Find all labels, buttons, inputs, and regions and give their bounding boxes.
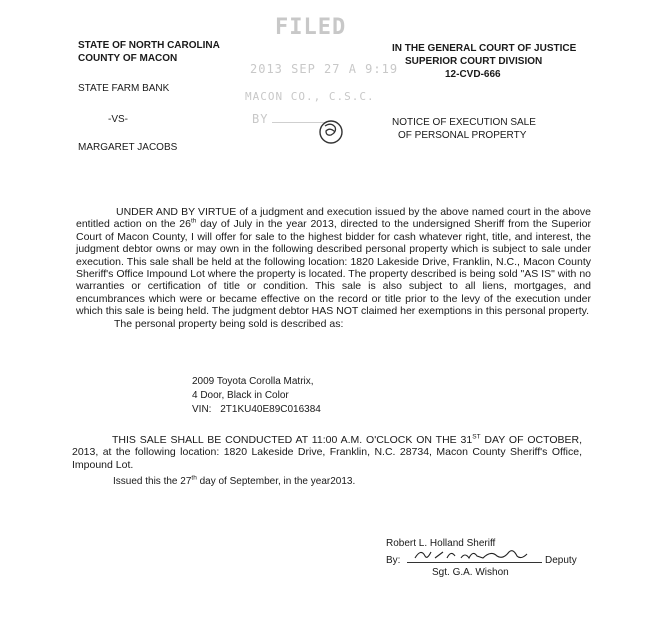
division-heading: SUPERIOR COURT DIVISION (405, 56, 543, 67)
signature-line (386, 552, 577, 566)
stamp-clerk: MACON CO., C.S.C. (245, 90, 375, 103)
issued-line (113, 476, 355, 487)
signature-scribble-icon (413, 546, 533, 564)
notice-title-line2: OF PERSONAL PROPERTY (398, 130, 527, 141)
deputy-label: Deputy (545, 555, 577, 566)
state-heading: STATE OF NORTH CAROLINA (78, 40, 220, 51)
vehicle-vin (192, 404, 321, 415)
sale-paragraph (72, 434, 582, 471)
case-number: 12-CVD-666 (445, 69, 501, 80)
vehicle-details: 4 Door, Black in Color (192, 390, 289, 401)
sale-ordinal: ST (472, 433, 481, 441)
notice-title-line1: NOTICE OF EXECUTION SALE (392, 117, 536, 128)
vehicle-model: 2009 Toyota Corolla Matrix, (192, 376, 314, 387)
issued-text-a: Issued this the 27 (113, 476, 192, 487)
court-heading: IN THE GENERAL COURT OF JUSTICE (392, 43, 577, 54)
defendant: MARGARET JACOBS (78, 142, 178, 153)
handwritten-signature (407, 552, 542, 563)
issued-ordinal: th (191, 474, 197, 482)
paragraph-text-a: UNDER AND BY VIRTUE of a judgment and execution issued by the above named court in the above entitled action on the 26 (76, 206, 591, 231)
plaintiff: STATE FARM BANK (78, 83, 170, 94)
sale-text-b: DAY OF OCTOBER, 2013, at the following location: 1820 Lakeside Drive, Franklin, N.C. 28734, Macon County Sheriff's Office, Impound Lot. (72, 434, 582, 471)
vin-value: 2T1KU40E89C016384 (220, 404, 321, 415)
officer-name: Sgt. G.A. Wishon (432, 567, 509, 578)
issued-text-b: day of September, in the year2013. (196, 476, 356, 487)
initials-mark (316, 118, 346, 146)
sale-text-a: THIS SALE SHALL BE CONDUCTED AT 11:00 A.M. O'CLOCK ON THE 31 (112, 434, 473, 446)
property-intro: The personal property being sold is described as: (114, 317, 344, 330)
versus: -VS- (108, 114, 128, 125)
judgment-paragraph (76, 206, 591, 330)
vin-label: VIN: (192, 404, 212, 415)
stamp-by: BY (252, 112, 269, 126)
county-heading: COUNTY OF MACON (78, 53, 178, 64)
ordinal-suffix: th (190, 217, 197, 225)
stamp-filed: FILED (275, 15, 347, 40)
paragraph-text-b: day of July in the year 2013, directed to the undersigned Sheriff from the Superior Court of Macon County, I will offer for sale to the highest bidder for cash whatever right, title, and interest, the judgment debtor owns or may own in the following described personal property which is subject to sale under execution. This sale shall be held at the following location: 1820 Lakeside Drive, Franklin, N.C., Macon County Sheriff's Office Impound Lot where the property is located. The property described is being sold "AS IS" with no warranties or certification of title or condition. This sale is also subject to all liens, mortgages, and encumbrances which were or became effective on the record or title prior to the levy of the execution under which this sale is being held. The judgment debtor HAS NOT claimed her exemptions in this personal property. (76, 218, 591, 318)
sheriff-name: Robert L. Holland Sheriff (386, 538, 496, 549)
stamp-date: 2013 SEP 27 A 9:19 (250, 62, 399, 76)
by-label: By: (386, 555, 401, 566)
